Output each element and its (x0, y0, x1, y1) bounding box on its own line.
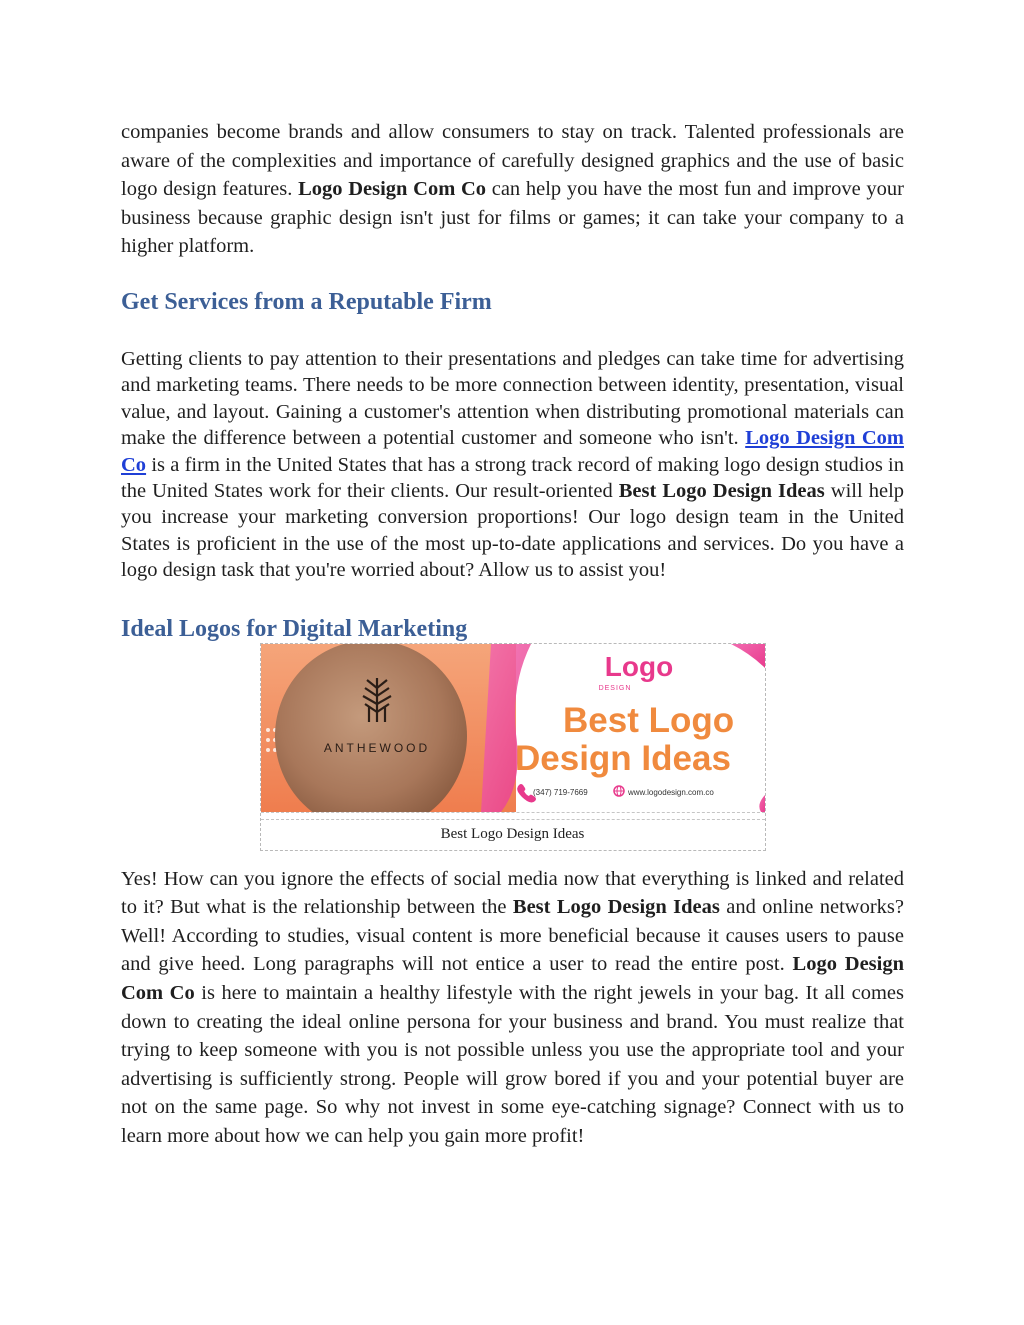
website-text: www.logodesign.com.co (627, 787, 714, 797)
intro-paragraph (121, 118, 904, 261)
text-run: is here to maintain a healthy lifestyle with the right jewels in your bag. It all comes down to creating the ideal online persona for your business and brand. You must realize that trying to keep someone with you is not possible unless you use the appropriate tool and your advertising is sufficiently strong. People will grow bored if you and your potential buyer are not on the same page. So why not invest in some eye-catching signage? Connect with us to learn more about how we can help you gain more profit! (121, 982, 904, 1147)
text-run: Yes! How can you ignore the effects of social media now that everything is linked and related to it? But what is the relationship between the (121, 867, 904, 919)
wood-disc (275, 644, 467, 812)
text-run: can help you have the most fun and improve your business because graphic design isn't just for films or games; it can take your company to a higher platform. (121, 178, 904, 258)
text-run: and online networks? Well! According to studies, visual content is more beneficial because it causes users to pause and give heed. Long paragraphs will not entice a user to read the entire post. (121, 896, 905, 976)
text-run: companies become brands and allow consumers to stay on track. Talented professionals are aware of the complexities and importance of carefully designed graphics and the use of basic logo design features. (121, 121, 904, 201)
text-run: Getting clients to pay attention to their presentations and pledges can take time for advertising and marketing teams. There needs to be more connection between identity, presentation, visual value, and layout. Gaining a customer's attention when distributing promotional materials can make the difference between a potential customer and someone who isn't. (121, 347, 904, 450)
heading-digital-marketing: Ideal Logos for Digital Marketing (121, 615, 468, 642)
headline-line-1: Best Logo (562, 700, 734, 740)
brand-name-bold: Logo Design Com Co (121, 953, 905, 1004)
best-logo-ideas-bold: Best Logo Design Ideas (512, 896, 720, 919)
headline-line-2: Design Ideas (514, 738, 731, 778)
brand-link[interactable]: Logo Design Com Co (121, 427, 904, 476)
wood-brand-text: ANTHEWOOD (323, 740, 430, 755)
logo-sub-text: DESIGN (598, 684, 631, 692)
phone-number-text: (347) 719-7669 (532, 787, 588, 797)
figure-caption: Best Logo Design Ideas (261, 819, 765, 850)
text-run: is a firm in the United States that has a strong track record of making logo design studios in the United States work for their clients. Our result-oriented (121, 453, 904, 502)
text-run: will help you increase your marketing conversion proportions! Our logo design team in the United States is proficient in the use of the most up-to-date applications and services. Do you have a logo design task that you're worried about? Allow us to assist you! (121, 480, 905, 582)
brand-name-bold: Logo Design Com Co (298, 178, 487, 201)
logo-word-text: Logo (604, 650, 673, 682)
document-page (121, 118, 904, 1151)
services-paragraph (121, 346, 904, 584)
promo-banner-graphic (261, 644, 765, 812)
promo-banner-image (261, 644, 765, 813)
social-media-paragraph (121, 865, 904, 1151)
best-logo-ideas-bold: Best Logo Design Ideas (618, 480, 825, 502)
promo-figure (260, 643, 766, 851)
heading-services: Get Services from a Reputable Firm (121, 288, 492, 315)
